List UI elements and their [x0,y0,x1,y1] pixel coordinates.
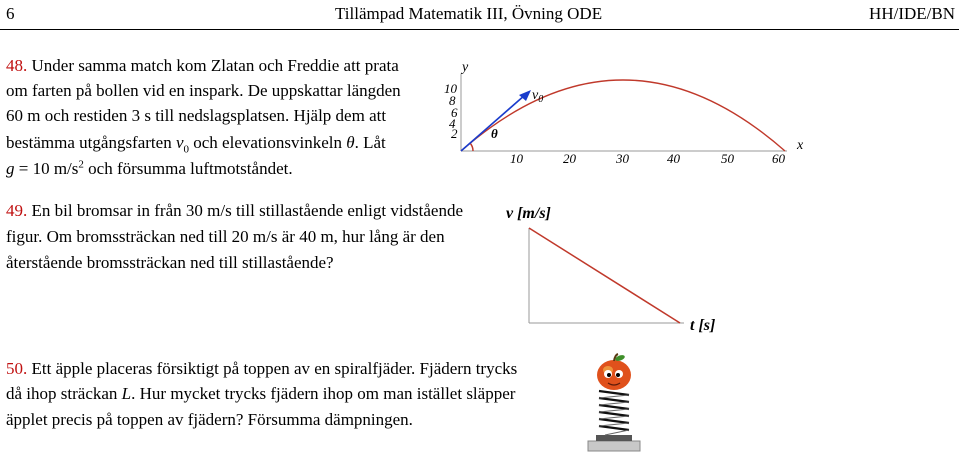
problem-49-line-3: återstående bromssträckan ned till stillastående? [6,253,334,272]
problem-48-line-1: 48. Under samma match kom Zlatan och Freddie att prata [6,56,399,75]
apple-icon [597,354,631,390]
trajectory-figure [435,55,820,180]
header-authors: HH/IDE/BN [869,4,955,23]
apple-spring-figure [585,353,645,457]
page-title: Tillämpad Matematik III, Övning ODE [335,4,603,23]
problem-49-line-1: 49. En bil bromsar in från 30 m/s till stillastående enligt vidstående [6,201,464,220]
problem-48-line-5: g = 10 $m/s^2$ och försumma luftmotståndet. [6,158,293,178]
x-tick-60: 60 [772,151,785,166]
x-axis-label: x [797,138,804,153]
y-tick-10: 10 [444,81,457,96]
problem-50-line-3: äpplet precis på toppen av fjädern? Försumma dämpningen. [6,410,413,429]
trajectory-curve [461,80,785,151]
problem-48-line-2: om farten på bollen vid en inspark. De uppskattar längden [6,81,401,100]
spring-coil [599,391,629,435]
y-axis-label: y [462,60,469,75]
ground-base [588,441,640,451]
problem-48-line-4: bestämma utgångsfarten $v_0$ och elevationsvinkeln θ. Låt [6,133,386,156]
problem-50-line-2: då ihop sträckan L. Hur mycket trycks fjädern ihop om man istället släpper [6,384,516,403]
page-number: 6 [6,4,15,23]
spring-plate [596,435,632,441]
problem-49-line-2: figur. Om bromssträckan ned till 20 m/s är 40 m, hur lång är den [6,227,445,246]
v0-label: $v_0$ [532,88,544,105]
problem-50-number: 50. [6,359,28,378]
x-tick-10: 10 [510,151,523,166]
problem-50-line-1: 50. Ett äpple placeras försiktigt på toppen av en spiralfjäder. Fjädern trycks [6,359,518,378]
y-tick-8: 8 [449,93,456,108]
v-axis-label: v [m/s] [506,205,551,222]
y-tick-6: 6 [451,105,458,120]
t-axis-label: t [s] [690,317,716,334]
v0-arrow [461,95,525,151]
x-tick-20: 20 [563,151,576,166]
header-rule [0,29,959,30]
x-tick-30: 30 [616,151,629,166]
angle-arc [470,143,473,151]
braking-figure [500,200,740,335]
y-tick-4: 4 [449,116,456,131]
theta-label: θ [491,126,498,141]
problem-48-line-3: 60 m och restiden 3 s till nedslagsplatsen. Hjälp dem att [6,106,387,125]
velocity-line [529,228,680,323]
x-tick-50: 50 [721,151,734,166]
problem-48-number: 48. [6,56,28,75]
problem-49-number: 49. [6,201,28,220]
y-tick-2: 2 [451,126,458,141]
x-tick-40: 40 [667,151,680,166]
